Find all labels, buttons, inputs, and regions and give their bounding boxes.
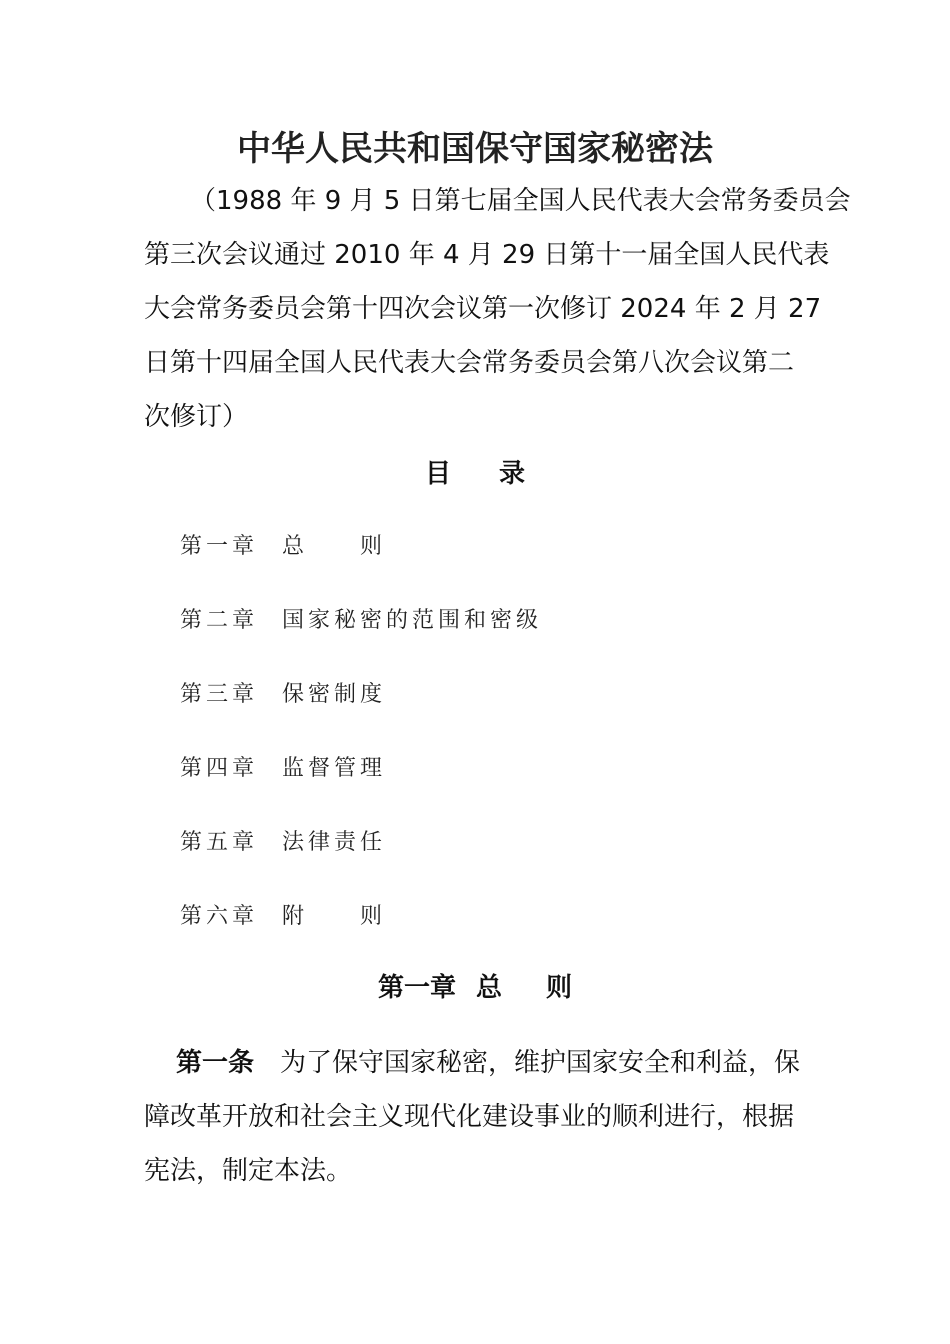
article-one: [144, 1036, 808, 1198]
article-line: 障改革开放和社会主义现代化建设事业的顺利进行，根据: [144, 1102, 795, 1132]
chapter-name-second: 则: [546, 973, 573, 1003]
history-line: （1988 年 9 月 5 日第七届全国人民代表大会常务委员会: [190, 186, 851, 216]
toc-item: [180, 747, 386, 791]
article-line: [144, 1036, 808, 1090]
chapter-name-first: 总: [475, 973, 502, 1003]
toc-chapter-number: 第六章: [180, 904, 259, 929]
article-label: 第一条: [176, 1048, 255, 1078]
toc-chapter-name: 国家秘密的范围和密级: [282, 608, 543, 633]
article-text: 为了保守国家秘密，维护国家安全和利益，保: [280, 1048, 801, 1078]
toc-chapter-number: 第三章: [180, 682, 259, 707]
history-line: 大会常务委员会第十四次会议第一次修订 2024 年 2 月 27: [144, 294, 822, 324]
toc-item: [180, 599, 542, 643]
toc-heading-right: 录: [499, 459, 526, 489]
toc-chapter-number: 第一章: [180, 534, 259, 559]
toc-chapter-name: 保密制度: [282, 682, 387, 707]
document-title: 中华人民共和国保守国家秘密法: [237, 129, 713, 169]
toc-chapter-name: 法律责任: [282, 830, 387, 855]
legislative-history: [144, 174, 851, 444]
toc-heading: [0, 452, 950, 496]
history-line: 日第十四届全国人民代表大会常务委员会第八次会议第二: [144, 348, 795, 378]
chapter-heading: [0, 966, 950, 1010]
toc-chapter-number: 第五章: [180, 830, 259, 855]
toc-item: [180, 525, 386, 569]
toc-chapter-name: 附 则: [282, 904, 387, 929]
history-line: 第三次会议通过 2010 年 4 月 29 日第十一届全国人民代表: [144, 240, 830, 270]
toc-heading-left: 目: [424, 459, 451, 489]
toc-item: [180, 895, 386, 939]
toc-chapter-name: 总 则: [282, 534, 387, 559]
toc-chapter-name: 监督管理: [282, 756, 387, 781]
toc-chapter-number: 第二章: [180, 608, 259, 633]
toc-item: [180, 673, 386, 717]
chapter-number: 第一章: [377, 973, 456, 1003]
history-line: 次修订）: [144, 402, 249, 432]
toc-item: [180, 821, 386, 865]
article-line: 宪法，制定本法。: [144, 1156, 353, 1186]
toc-chapter-number: 第四章: [180, 756, 259, 781]
